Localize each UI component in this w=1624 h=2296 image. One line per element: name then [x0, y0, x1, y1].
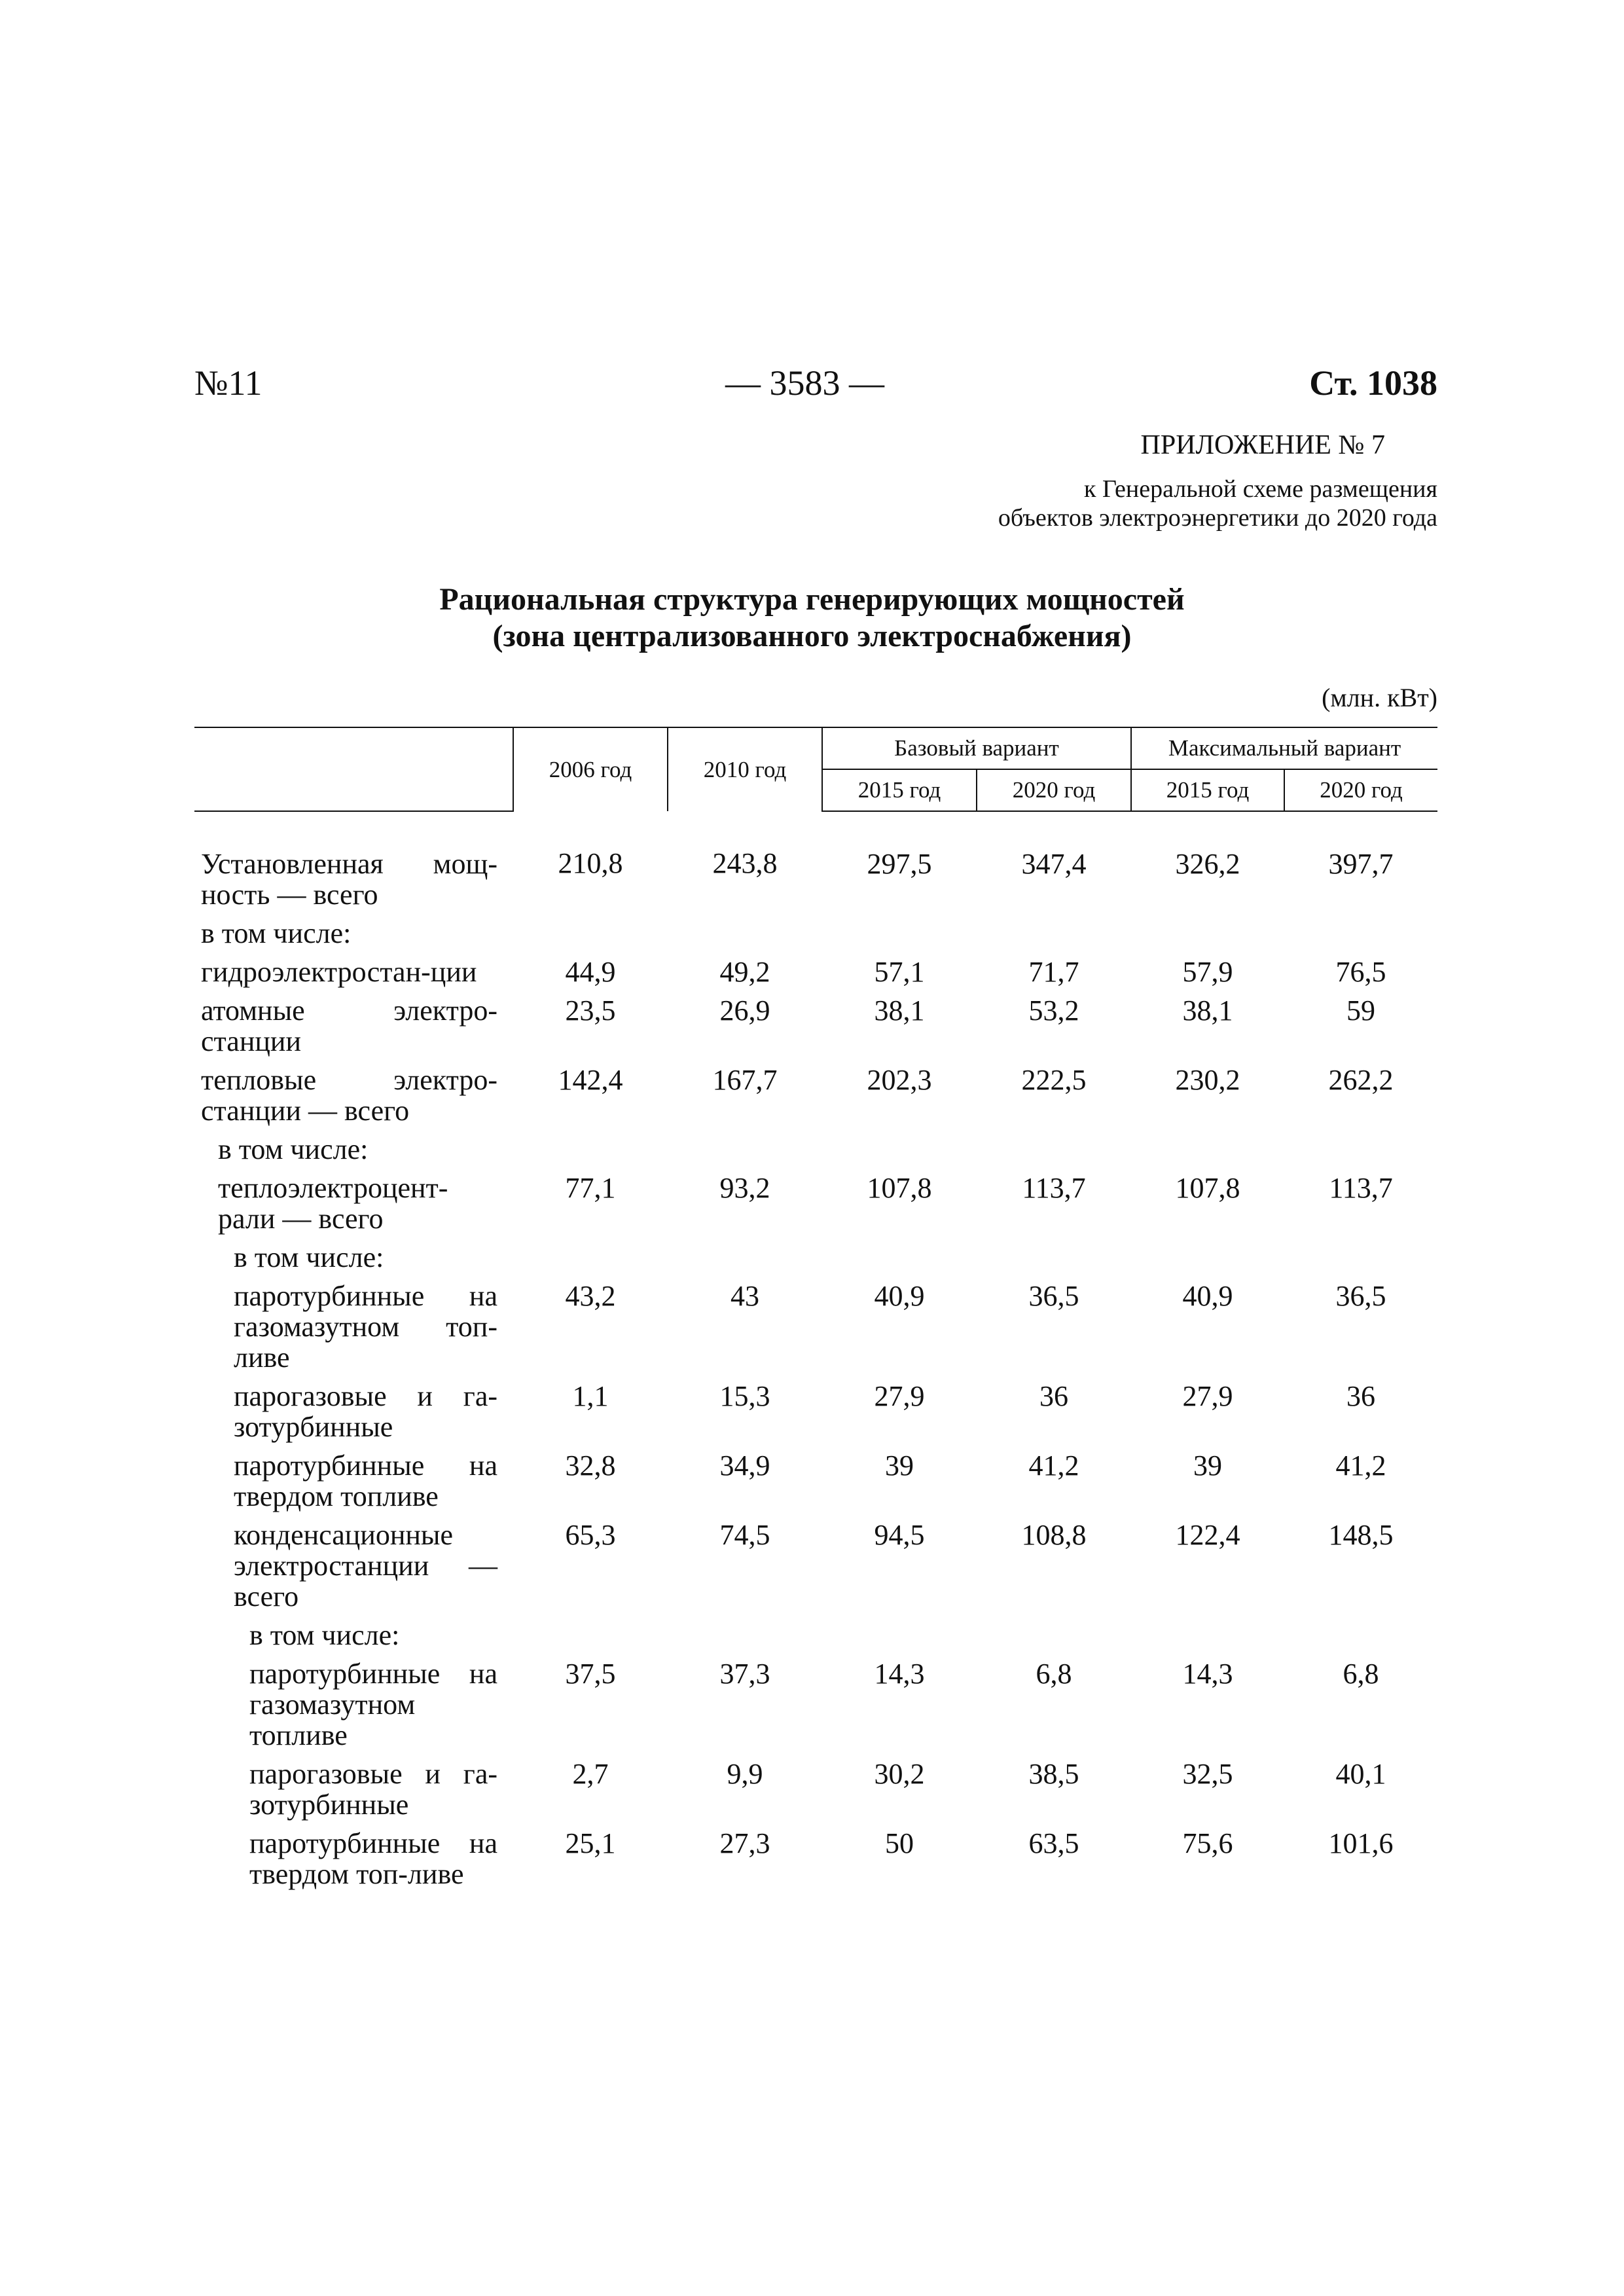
value-cell: 27,3: [719, 1827, 770, 1859]
value-cell: 77,1: [565, 1172, 616, 1204]
value-cell: 210,8: [558, 847, 623, 879]
value-cell: [822, 1242, 977, 1281]
value-cell: 57,9: [1182, 956, 1233, 988]
row-label: паротурбинные на газомазутном топ-ливе: [234, 1280, 497, 1374]
value-cell: 26,9: [719, 994, 770, 1027]
row-label: в том числе:: [234, 1241, 384, 1273]
value-cell: [668, 1620, 822, 1658]
value-cell: 32,8: [565, 1449, 616, 1482]
row-label: Установленная мощ-ность — всего: [201, 848, 497, 911]
row-label: парогазовые и га-зотурбинные: [234, 1380, 497, 1443]
value-cell: 262,2: [1328, 1064, 1394, 1096]
table-row: [194, 1242, 1437, 1281]
value-cell: 36: [1346, 1380, 1376, 1412]
row-label: парогазовые и га-зотурбинные: [249, 1758, 497, 1821]
annex-block: [998, 429, 1437, 532]
table-row: [194, 1381, 1437, 1450]
row-label: паротурбинные на газомазутном топливе: [249, 1658, 497, 1751]
value-cell: 27,9: [874, 1380, 925, 1412]
header-label-cell: [194, 727, 513, 811]
value-cell: 36,5: [1335, 1280, 1386, 1312]
value-cell: 297,5: [867, 848, 932, 880]
value-cell: [513, 918, 668, 957]
header-max-variant: Максимальный вариант: [1131, 727, 1437, 769]
value-cell: 75,6: [1182, 1827, 1233, 1859]
value-cell: 326,2: [1175, 848, 1240, 880]
table-row: [194, 811, 1437, 918]
value-cell: [513, 1242, 668, 1281]
value-cell: [513, 1620, 668, 1658]
value-cell: 202,3: [867, 1064, 932, 1096]
value-cell: [977, 1620, 1131, 1658]
annex-subtitle-line2: объектов электроэнергетики до 2020 года: [998, 504, 1437, 532]
value-cell: [977, 1242, 1131, 1281]
row-label: теплоэлектроцент-рали — всего: [218, 1172, 448, 1235]
value-cell: 36: [1039, 1380, 1068, 1412]
value-cell: [822, 1134, 977, 1173]
document-title-line1: Рациональная структура генерирующих мощностей: [439, 582, 1185, 617]
table-row: [194, 1450, 1437, 1520]
table-row: [194, 995, 1437, 1065]
value-cell: [1131, 918, 1284, 957]
value-cell: 36,5: [1028, 1280, 1079, 1312]
value-cell: 6,8: [1036, 1658, 1072, 1690]
header-base-2015: 2015 год: [822, 769, 977, 811]
value-cell: 32,5: [1182, 1758, 1233, 1790]
value-cell: 113,7: [1022, 1172, 1086, 1204]
value-cell: [668, 1134, 822, 1173]
table-row: [194, 1134, 1437, 1173]
value-cell: [977, 918, 1131, 957]
value-cell: 59: [1346, 994, 1376, 1027]
value-cell: 148,5: [1328, 1519, 1394, 1551]
value-cell: 347,4: [1021, 848, 1087, 880]
value-cell: 39: [1193, 1449, 1223, 1482]
value-cell: [1131, 1620, 1284, 1658]
value-cell: 243,8: [712, 847, 778, 879]
value-cell: [977, 1134, 1131, 1173]
document-title: [0, 581, 1624, 655]
value-cell: 15,3: [719, 1380, 770, 1412]
table-row: [194, 1065, 1437, 1134]
header-base-2020: 2020 год: [977, 769, 1131, 811]
value-cell: 37,5: [565, 1658, 616, 1690]
annex-title: ПРИЛОЖЕНИЕ № 7: [1140, 430, 1385, 460]
article-number: Ст. 1038: [1309, 363, 1437, 403]
value-cell: 34,9: [719, 1449, 770, 1482]
value-cell: 230,2: [1175, 1064, 1240, 1096]
value-cell: 108,8: [1021, 1519, 1087, 1551]
value-cell: 40,1: [1335, 1758, 1386, 1790]
row-label: паротурбинные на твердом топливе: [234, 1449, 497, 1512]
header-base-variant: Базовый вариант: [822, 727, 1131, 769]
table-row: [194, 957, 1437, 995]
value-cell: 74,5: [719, 1519, 770, 1551]
value-cell: 14,3: [1182, 1658, 1233, 1690]
issue-number: №11: [194, 363, 262, 403]
page-number: — 3583 —: [725, 363, 884, 403]
value-cell: 50: [885, 1827, 914, 1859]
value-cell: 40,9: [1182, 1280, 1233, 1312]
header-max-2020: 2020 год: [1284, 769, 1437, 811]
value-cell: 65,3: [565, 1519, 616, 1551]
value-cell: 76,5: [1335, 956, 1386, 988]
table-row: [194, 1173, 1437, 1242]
value-cell: 43,2: [565, 1280, 616, 1312]
document-title-line2: (зона централизованного электроснабжения): [492, 619, 1132, 653]
value-cell: 63,5: [1028, 1827, 1079, 1859]
value-cell: [1131, 1134, 1284, 1173]
value-cell: 167,7: [712, 1064, 778, 1096]
header-2006: 2006 год: [513, 727, 668, 811]
value-cell: 25,1: [565, 1827, 616, 1859]
value-cell: 14,3: [874, 1658, 925, 1690]
value-cell: 113,7: [1329, 1172, 1393, 1204]
table-row: [194, 1658, 1437, 1758]
row-label: гидроэлектростан-ции: [201, 956, 477, 988]
value-cell: 57,1: [874, 956, 925, 988]
table-row: [194, 1828, 1437, 1897]
value-cell: 6,8: [1343, 1658, 1379, 1690]
header-max-2015: 2015 год: [1131, 769, 1284, 811]
value-cell: [1284, 1134, 1437, 1173]
annex-subtitle-line1: к Генеральной схеме размещения: [1084, 475, 1437, 503]
row-label: в том числе:: [201, 917, 352, 949]
value-cell: 101,6: [1328, 1827, 1394, 1859]
table-row: [194, 1758, 1437, 1828]
value-cell: [668, 1242, 822, 1281]
value-cell: 222,5: [1021, 1064, 1087, 1096]
value-cell: [822, 918, 977, 957]
value-cell: [668, 918, 822, 957]
value-cell: [822, 1620, 977, 1658]
value-cell: 27,9: [1182, 1380, 1233, 1412]
value-cell: 38,1: [874, 994, 925, 1027]
row-label: атомные электро-станции: [201, 994, 497, 1057]
value-cell: 9,9: [727, 1758, 763, 1790]
table-row: [194, 1620, 1437, 1658]
value-cell: 38,5: [1028, 1758, 1079, 1790]
row-label: паротурбинные на твердом топ-ливе: [249, 1827, 497, 1890]
value-cell: 37,3: [719, 1658, 770, 1690]
value-cell: 38,1: [1182, 994, 1233, 1027]
value-cell: 30,2: [874, 1758, 925, 1790]
value-cell: 71,7: [1028, 956, 1079, 988]
row-label: в том числе:: [249, 1619, 400, 1651]
value-cell: 1,1: [572, 1380, 609, 1412]
capacity-table: [194, 727, 1437, 1897]
value-cell: 397,7: [1328, 848, 1394, 880]
value-cell: 107,8: [1175, 1172, 1240, 1204]
value-cell: 41,2: [1335, 1449, 1386, 1482]
units-label: (млн. кВт): [1322, 683, 1437, 712]
value-cell: 53,2: [1028, 994, 1079, 1027]
value-cell: [1284, 918, 1437, 957]
value-cell: 2,7: [572, 1758, 609, 1790]
table-row: [194, 1520, 1437, 1620]
value-cell: 41,2: [1028, 1449, 1079, 1482]
value-cell: 40,9: [874, 1280, 925, 1312]
value-cell: 93,2: [719, 1172, 770, 1204]
value-cell: 39: [885, 1449, 914, 1482]
row-label: тепловые электро-станции — всего: [201, 1064, 497, 1127]
header-2010: 2010 год: [668, 727, 822, 811]
table-row: [194, 918, 1437, 957]
value-cell: 44,9: [565, 956, 616, 988]
value-cell: 107,8: [867, 1172, 932, 1204]
value-cell: [513, 1134, 668, 1173]
value-cell: [1284, 1242, 1437, 1281]
row-label: в том числе:: [218, 1133, 369, 1165]
value-cell: 49,2: [719, 956, 770, 988]
value-cell: 43: [731, 1280, 759, 1312]
value-cell: 23,5: [565, 994, 616, 1027]
row-label: конденсационные электростанции — всего: [234, 1519, 497, 1613]
value-cell: [1284, 1620, 1437, 1658]
table-body: [194, 811, 1437, 1897]
value-cell: 94,5: [874, 1519, 925, 1551]
value-cell: [1131, 1242, 1284, 1281]
value-cell: 142,4: [558, 1064, 623, 1096]
annex-subtitle: [998, 475, 1437, 532]
value-cell: 122,4: [1175, 1519, 1240, 1551]
table-row: [194, 1281, 1437, 1381]
